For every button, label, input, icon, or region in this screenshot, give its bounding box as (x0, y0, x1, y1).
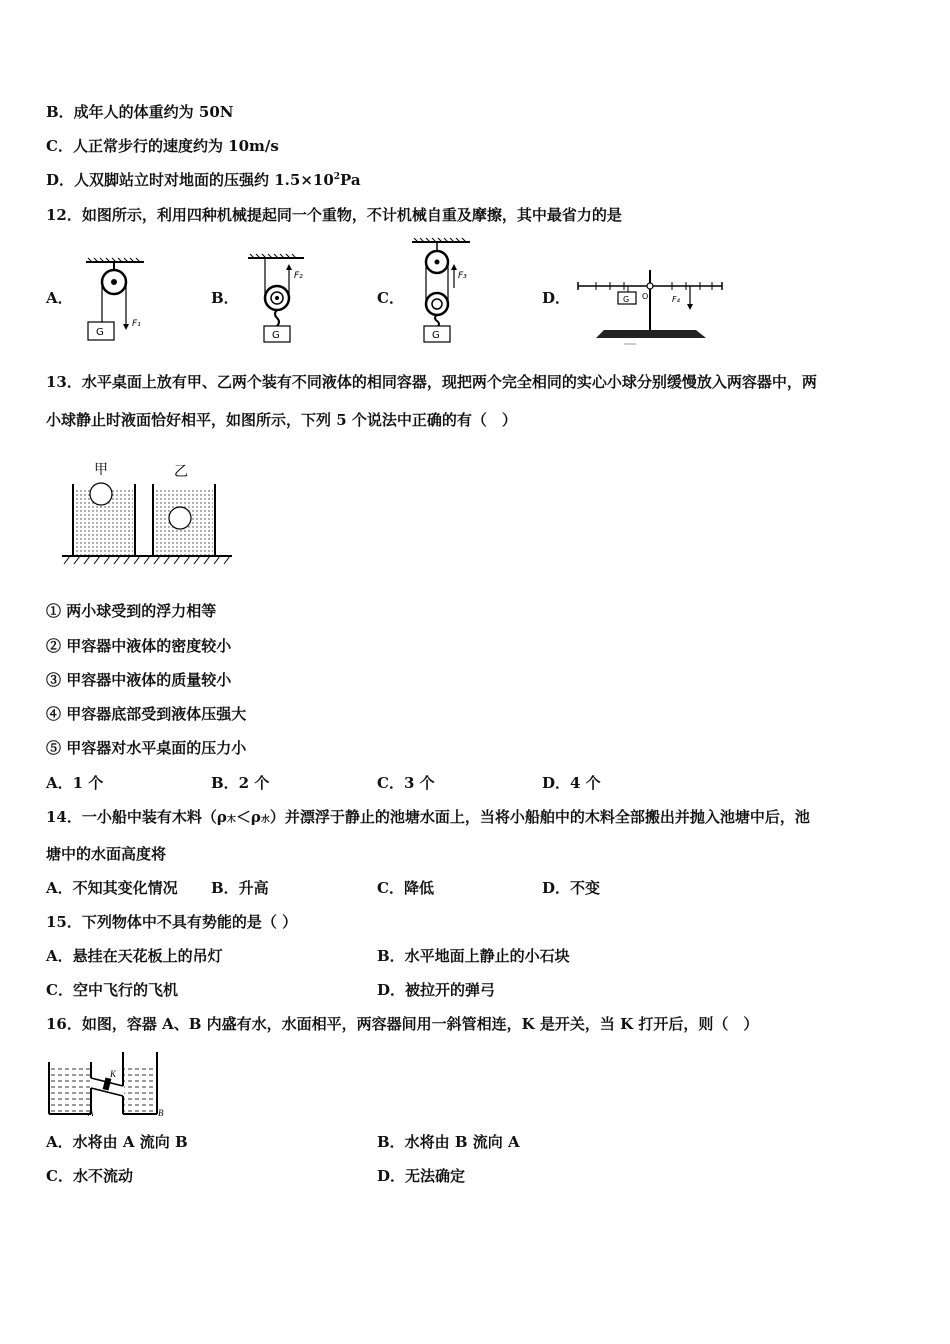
q14-stem-part-c: ）并漂浮于静止的池塘水面上，当将小船舶中的木料全部搬出并抛入池塘中后，池 (269, 808, 810, 826)
q11-option-b: B．成年人的体重约为 50N (46, 103, 234, 121)
q14-stem-part-b: ＜ρ (235, 808, 261, 826)
q14-subscript-water: 水 (260, 815, 270, 825)
q15-option-d: D．被拉开的弹弓 (377, 981, 496, 999)
q14-option-c: C．降低 (377, 879, 434, 897)
q12-figure-a-weight-label: G (96, 327, 104, 338)
q13-label-jia: 甲 (94, 463, 108, 478)
q14-subscript-wood: 木 (226, 815, 236, 825)
q12-figure-c-weight-label: G (432, 330, 440, 341)
q12-figure-b-weight-label: G (272, 330, 280, 341)
q12-stem: 12．如图所示，利用四种机械提起同一个重物，不计机械自重及摩擦，其中最省力的是 (46, 206, 622, 224)
q16-stem: 16．如图，容器 A、B 内盛有水，水面相平，两容器间用一斜管相连，K 是开关，当 K 打开后，则（ ） (46, 1015, 759, 1033)
q12-figure-c-force-label: F₃ (458, 271, 467, 281)
q12-label-b: B． (211, 289, 239, 307)
q11-option-d-text: D．人双脚站立时对地面的压强约 1.5×10 (46, 171, 334, 189)
q13-statement-3: ③ 甲容器中液体的质量较小 (46, 671, 232, 689)
q13-option-b: B．2 个 (211, 774, 270, 792)
q14-option-b: B．升高 (211, 879, 269, 897)
q12-figure-a-fixed-pulley (80, 256, 160, 344)
q11-option-d (46, 170, 361, 190)
q16-label-b: B (158, 1108, 164, 1118)
q13-option-d: D．4 个 (542, 774, 601, 792)
q13-option-a: A．1 个 (46, 774, 104, 792)
q16-option-b: B．水将由 B 流向 A (377, 1133, 520, 1151)
q12-figure-c-pulley-block (408, 238, 488, 344)
q14-stem-line1 (46, 807, 810, 830)
q15-option-b: B．水平地面上静止的小石块 (377, 947, 570, 965)
q16-option-a: A．水将由 A 流向 B (46, 1133, 188, 1151)
q13-statement-5: ⑤ 甲容器对水平桌面的压力小 (46, 739, 247, 757)
q13-statement-2: ② 甲容器中液体的密度较小 (46, 637, 232, 655)
q13-statement-1: ① 两小球受到的浮力相等 (46, 602, 217, 620)
q15-option-c: C．空中飞行的飞机 (46, 981, 178, 999)
q13-stem-line2: 小球静止时液面恰好相平，如图所示，下列 5 个说法中正确的有（ ） (46, 411, 517, 429)
q13-label-yi: 乙 (174, 465, 188, 480)
q16-label-k: K (110, 1069, 117, 1079)
q14-option-a: A．不知其变化情况 (46, 879, 178, 897)
q16-option-d: D．无法确定 (377, 1167, 466, 1185)
q14-stem-line2: 塘中的水面高度将 (46, 845, 167, 863)
q14-option-d: D．不变 (542, 879, 601, 897)
q11-option-c: C．人正常步行的速度约为 10m/s (46, 137, 279, 155)
q16-option-c: C．水不流动 (46, 1167, 133, 1185)
q13-stem-line1: 13．水平桌面上放有甲、乙两个装有不同液体的相同容器，现把两个完全相同的实心小球分别缓慢放入两容器中，两 (46, 373, 817, 391)
q12-figure-d-pivot-label: O (642, 292, 649, 301)
q12-label-a: A． (46, 289, 73, 307)
q12-figure-d-lever (572, 266, 732, 348)
q12-figure-a-force-label: F₁ (132, 319, 141, 329)
q12-figure-d-force-label: F₄ (672, 295, 680, 304)
q15-option-a: A．悬挂在天花板上的吊灯 (46, 947, 223, 965)
q14-stem-part-a: 14．一小船中装有木料（ρ (46, 808, 227, 826)
q13-option-c: C．3 个 (377, 774, 435, 792)
q11-option-d-exponent: 2 (333, 172, 341, 182)
q16-figure-connected-containers (44, 1048, 174, 1120)
q15-stem: 15．下列物体中不具有势能的是（ ） (46, 913, 298, 931)
q12-label-d: D． (542, 289, 571, 307)
q12-figure-b-movable-pulley (244, 252, 324, 344)
q16-label-a: A (88, 1108, 94, 1118)
q13-statement-4: ④ 甲容器底部受到液体压强大 (46, 705, 247, 723)
q12-figure-d-weight-label: G (623, 295, 630, 304)
q12-label-c: C． (377, 289, 404, 307)
q11-option-d-unit: Pa (340, 171, 361, 189)
q12-figure-b-force-label: F₂ (294, 271, 303, 281)
q13-figure-containers (60, 458, 240, 568)
